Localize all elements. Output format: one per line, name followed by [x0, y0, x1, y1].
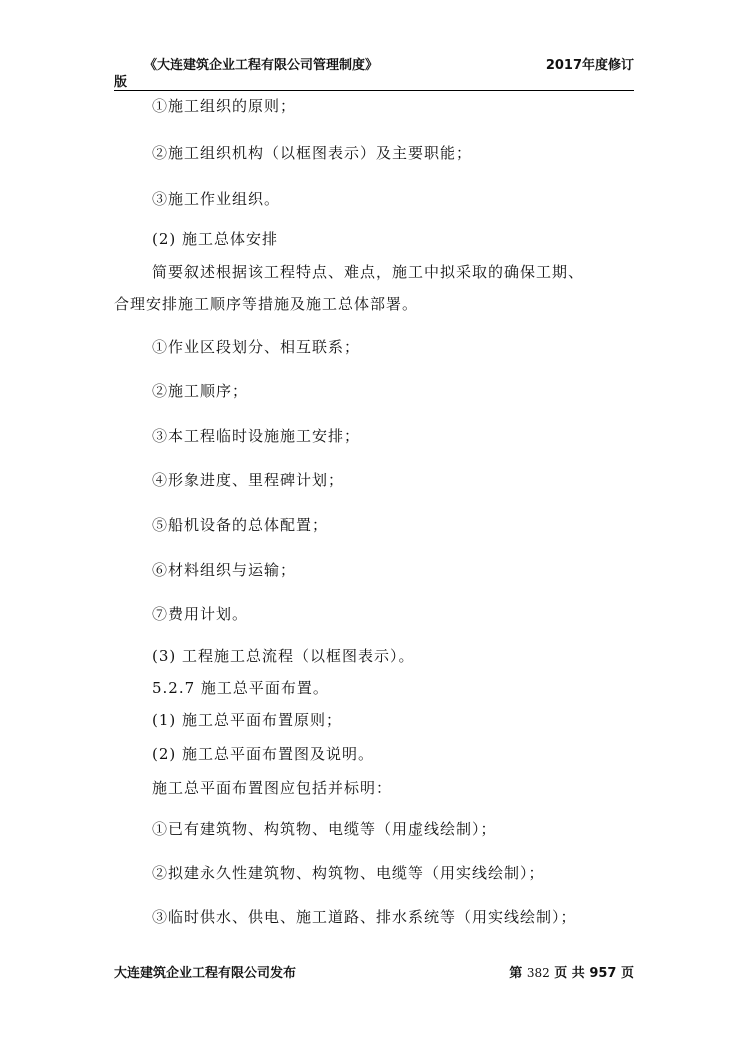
list-item: ④形象进度、里程碑计划； [152, 471, 345, 489]
list-item: ③临时供水、供电、施工道路、排水系统等（用实线绘制）； [152, 908, 577, 926]
paragraph-line: 合理安排施工顺序等措施及施工总体部署。 [114, 295, 419, 313]
section-heading: 5.2.7 施工总平面布置。 [152, 679, 329, 697]
list-item: ②施工顺序； [152, 382, 249, 400]
page-total: 957 [589, 966, 617, 981]
paragraph-line: 简要叙述根据该工程特点、难点，施工中拟采取的确保工期、 [152, 263, 585, 281]
list-item: ①已有建筑物、构筑物、电缆等（用虚线绘制）； [152, 820, 497, 838]
list-item: ③本工程临时设施施工安排； [152, 427, 361, 445]
page-current: 382 [526, 966, 550, 980]
page-suffix: 页 [620, 966, 634, 981]
section-heading: (1) 施工总平面布置原则； [152, 711, 343, 729]
section-heading: (3) 工程施工总流程（以框图表示）。 [152, 647, 415, 665]
paragraph-line: 施工总平面布置图应包括并标明： [152, 779, 393, 797]
page-header [114, 54, 634, 91]
list-item: ⑦费用计划。 [152, 605, 249, 623]
page-number [509, 962, 634, 981]
section-heading: (2) 施工总平面布置图及说明。 [152, 745, 375, 763]
list-item: ⑤船机设备的总体配置； [152, 516, 329, 534]
list-item: ①作业区段划分、相互联系； [152, 338, 361, 356]
header-title: 《大连建筑企业工程有限公司管理制度》 [144, 58, 379, 73]
header-year: 2017年度修订 [545, 58, 634, 73]
list-item: ⑥材料组织与运输； [152, 561, 297, 579]
list-item: ③施工作业组织。 [152, 190, 281, 208]
section-heading: (2) 施工总体安排 [152, 230, 279, 248]
page-mid: 页 共 [554, 966, 585, 981]
page-prefix: 第 [509, 966, 523, 981]
list-item: ①施工组织的原则； [152, 97, 297, 115]
list-item: ②拟建永久性建筑物、构筑物、电缆等（用实线绘制）； [152, 864, 545, 882]
list-item: ②施工组织机构（以框图表示）及主要职能； [152, 144, 473, 162]
footer-publisher: 大连建筑企业工程有限公司发布 [114, 966, 297, 981]
header-wrap: 版 [114, 75, 128, 90]
